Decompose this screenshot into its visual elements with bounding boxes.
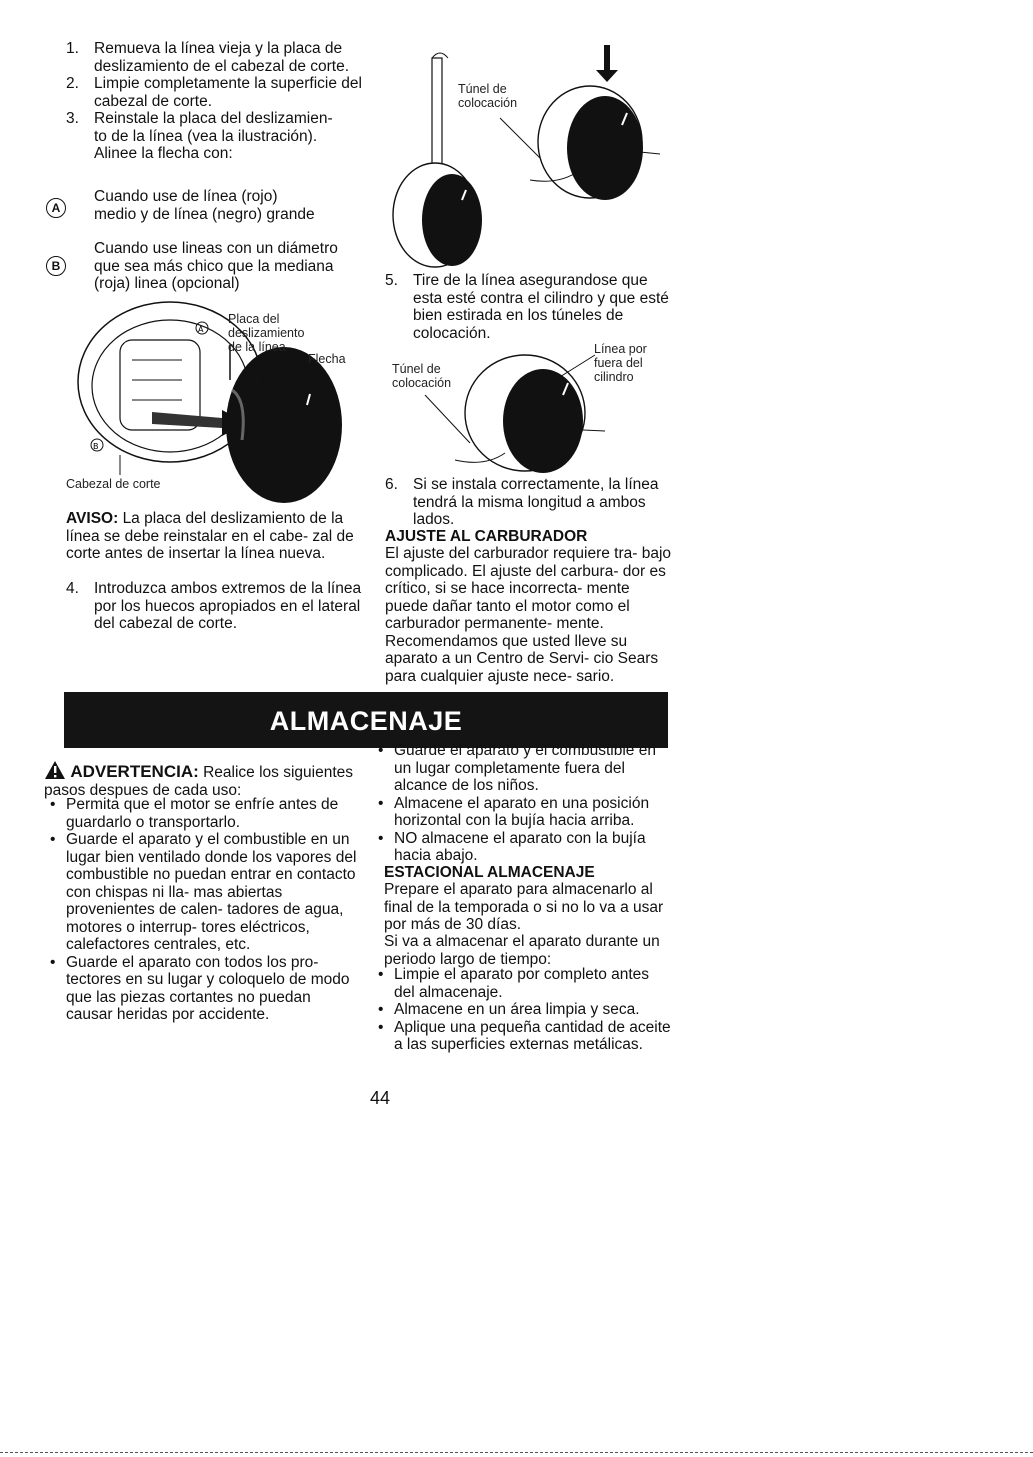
list-item: • Guarde el aparato con todos los pro- tectores en su lugar y coloquelo de modo que las piezas cortantes no puedan causar heridas por accidente. [44, 954, 360, 1024]
list-item: • Limpie el aparato por completo antes del almacenaje. [372, 966, 672, 1001]
list-item: • Aplique una pequeña cantidad de aceite a las superficies externas metálicas. [372, 1019, 672, 1054]
figure-tunnel-top [390, 40, 670, 280]
fig1-head-label: Cabezal de corte [66, 477, 161, 491]
step-5: 5. Tire de la línea asegurandose que esta esté contra el cilindro y que esté bien estirada en los túneles de colocación. [385, 272, 669, 342]
storage-right-bullets-top [372, 742, 672, 865]
option-a-mark: A [46, 198, 66, 218]
list-item: • Almacene el aparato en una posición horizontal con la bujía hacia arriba. [372, 795, 672, 830]
fig3-line-out-label: Línea por fuera del cilindro [594, 342, 647, 384]
option-b-text: Cuando use lineas con un diámetro que sea más chico que la mediana (roja) linea (opcional) [94, 240, 338, 292]
carburetor-heading: AJUSTE AL CARBURADOR [385, 528, 588, 545]
seasonal-text-2: Si va a almacenar el aparato durante un periodo largo de tiempo: [384, 933, 660, 968]
option-b-mark: B [46, 256, 66, 276]
warning-triangle-icon [44, 760, 66, 780]
fig2-tunnel-label: Túnel de colocación [458, 82, 518, 110]
option-a [44, 188, 344, 223]
step-1: 1. Remueva la línea vieja y la placa de deslizamiento de el cabezal de corte. [66, 40, 350, 75]
svg-text:A: A [198, 325, 204, 334]
carburetor-text: El ajuste del carburador requiere tra- bajo complicado. El ajuste del carbura- dor es crítico, si se hace incorrecta- mente puede dañar tanto el motor como el carburador permanente- mente. Recomendamos que usted lleve su aparato a un Centro de Servi- cio Sears para cualquier ajuste nece- sario. [385, 545, 672, 685]
list-item: • Almacene en un área limpia y seca. [372, 1001, 672, 1019]
storage-right-bullets-bottom [372, 966, 672, 1054]
step-2: 2. Limpie completamente la superficie del cabezal de corte. [66, 75, 362, 110]
list-item: • Guarde el aparato y el combustible en un lugar completamente fuera del alcance de los niños. [372, 742, 672, 795]
seasonal-heading: ESTACIONAL ALMACENAJE [384, 864, 595, 881]
svg-text:B: B [93, 442, 99, 451]
seasonal-text-1: Prepare el aparato para almacenarlo al final de la temporada o si no lo va a usar por más de 30 días. [384, 881, 664, 933]
fig1-arrow-label: Flecha [308, 352, 346, 366]
aviso-note: AVISO: La placa del deslizamiento de la línea se debe reinstalar en el cabe- zal de corte antes de insertar la línea nueva. [66, 510, 354, 562]
list-item: • NO almacene el aparato con la bujía hacia abajo. [372, 830, 672, 865]
list-item: • Guarde el aparato y el combustible en un lugar bien ventilado donde los vapores del combustible no puedan entrar en contacto con chispas ni lla- mas abiertas provenientes de calen- tadores de agua, motores o interrup- tores eléctricos, calefactores centrales, etc. [44, 831, 360, 954]
page-number: 44 [370, 1088, 391, 1108]
page-bottom-divider [0, 1452, 1033, 1453]
step-6: 6. Si se instala correctamente, la línea tendrá la misma longitud a ambos lados. [385, 476, 659, 528]
storage-warning: ADVERTENCIA: Realice los siguientes pasos despues de cada uso: [44, 762, 353, 799]
fig3-tunnel-label: Túnel de colocación [392, 362, 452, 390]
section-banner-almacenaje: ALMACENAJE [64, 692, 668, 748]
fig1-plate-label: Placa del deslizamiento de la línea [228, 312, 305, 354]
step-4: 4. Introduzca ambos extremos de la línea por los huecos apropiados en el lateral del cabezal de corte. [66, 580, 362, 632]
list-item: • Permita que el motor se enfríe antes de guardarlo o transportarlo. [44, 796, 360, 831]
steps-1-3 [66, 40, 366, 163]
option-b [44, 240, 364, 293]
option-a-text: Cuando use de línea (rojo) medio y de línea (negro) grande [94, 188, 315, 223]
figure-line-slide-plate [72, 300, 372, 500]
storage-left-bullets [44, 796, 360, 1024]
step-3: 3. Reinstale la placa del deslizamien- to de la línea (vea la ilustración). Alinee la flecha con: [66, 110, 333, 162]
